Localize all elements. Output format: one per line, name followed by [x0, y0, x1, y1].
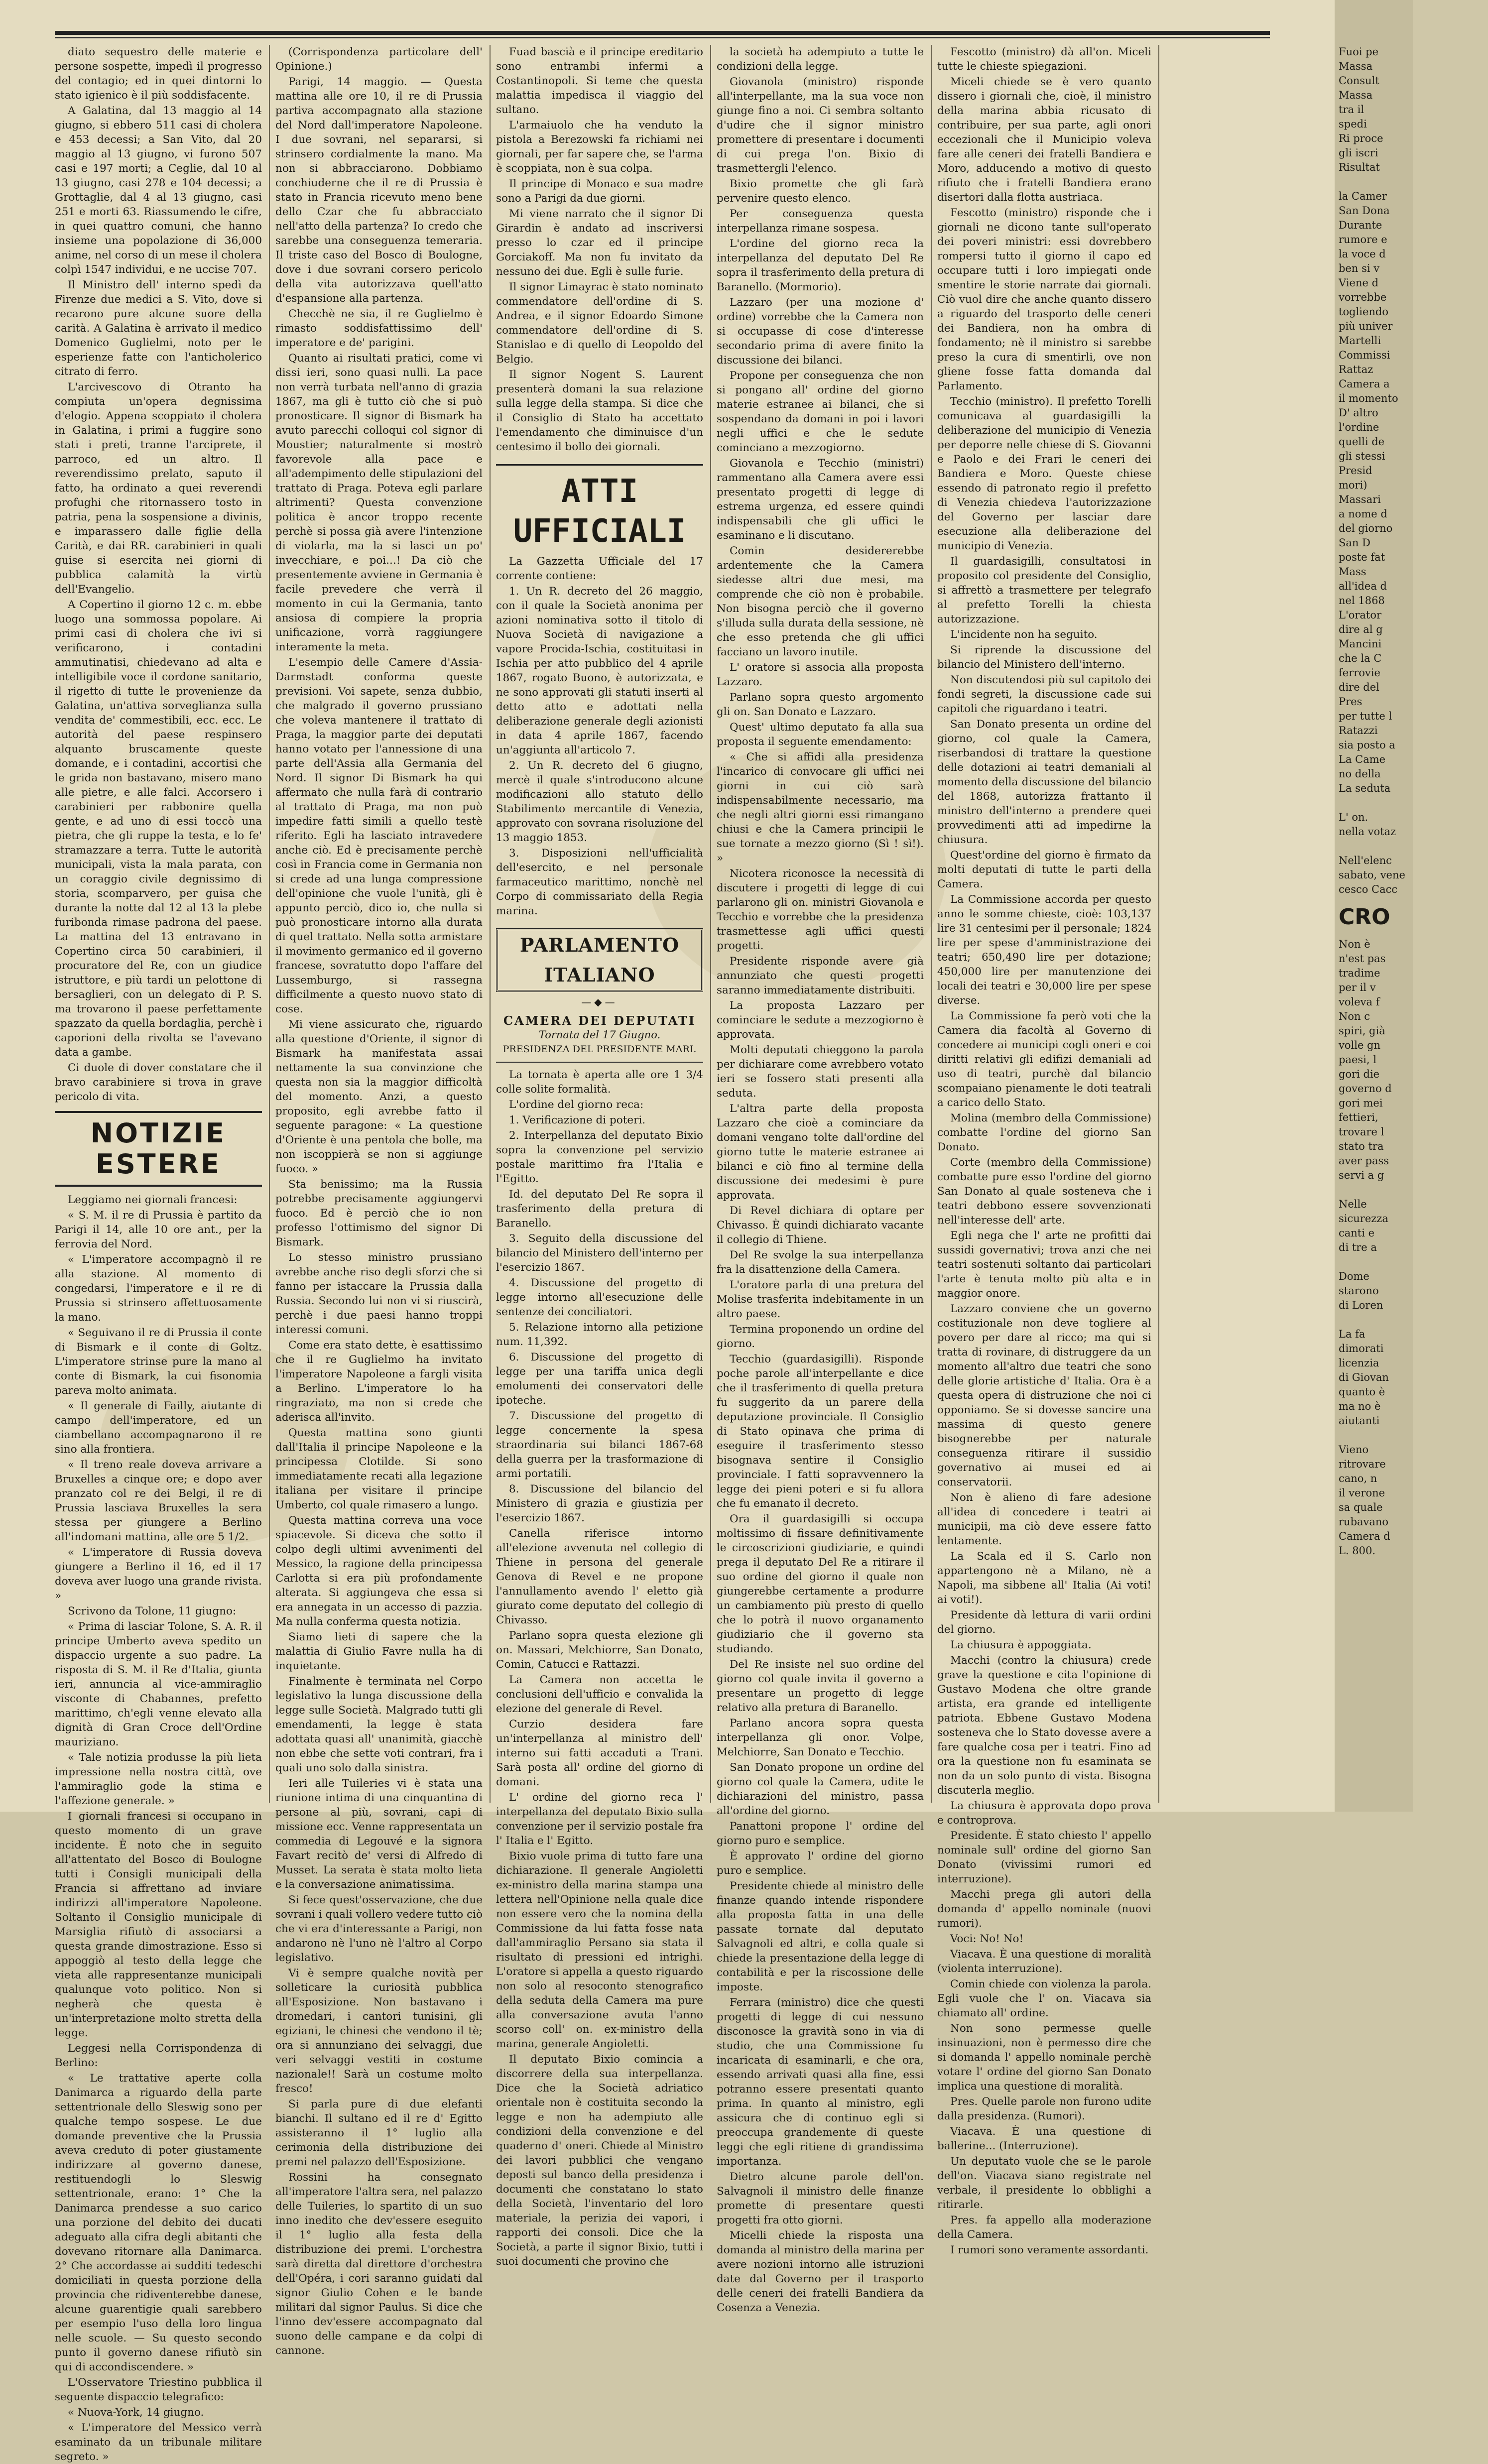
text-line: Rattaz [1339, 364, 1373, 375]
text-line: quanto è [1339, 1386, 1385, 1398]
text-line: Pres [1339, 696, 1363, 708]
parliament-report-text [496, 1068, 703, 2269]
paragraph: Propone per conseguenza che non si pongano all' ordine del giorno materie estranee ai bilanci, che si sospendano da domani in poi i lavori negli uffici e che le sedute cominciano a mezzogiorno. [717, 370, 924, 454]
paragraph: « Tale notizia produsse la più lieta impressione nella nostra città, ove l'ammiraglio gode la stima e l'affezione generale. » [55, 1751, 262, 1807]
paragraph: diato sequestro delle materie e persone sospette, impedì il progresso del contagio; ed in quei dintorni lo stato igienico è il più soddisfacente. [55, 46, 262, 102]
paragraph: Sta benissimo; ma la Russia potrebbe precisamente aggiungervi fuoco. Ed è perciò che io non professo l'ottimismo del signor Di Bismark. [275, 1178, 483, 1248]
paragraph: Termina proponendo un ordine del giorno. [717, 1323, 924, 1350]
top-rule [55, 31, 1270, 35]
paragraph: I giornali francesi si occupano in questo momento di un grave incidente. È noto che in seguito all'attentato del Bosco di Boulogne tutti i Consigli municipali della Francia si affrettano ad inviare indirizzi all'imperatore Napoleone. Soltanto il Consiglio municipale di Marsiglia rifiutò di associarsi a questa grande dimostrazione. Esso si appoggiò al testo della legge che vieta alle rappresentanze municipali qualunque voto politico. Non si negherà che questa è un'interpretazione molto stretta della legge. [55, 1810, 262, 2039]
text-line: trovare l [1339, 1126, 1384, 1138]
paragraph: Si fece quest'osservazione, che due sovrani i quali vollero vedere tutto ciò che vi era d'interessante a Parigi, non andarono nè l'uno nè l'altro al Corpo legislativo. [275, 1894, 483, 1964]
adjacent-page-text [1339, 45, 1488, 897]
text-line: volle gn [1339, 1039, 1381, 1051]
paragraph: Non sono permesse quelle insinuazioni, non è permesso dire che si domanda l' appello nominale perchè votare l' ordine del giorno San Donato implica una questione di moralità. [937, 2022, 1151, 2093]
text-line: Camera d [1339, 1530, 1390, 1542]
paragraph: « Il generale di Failly, aiutante di campo dell'imperatore, ed un ciambellano accompagnarono il re sino alla frontiera. [55, 1400, 262, 1456]
text-line: Mancini [1339, 638, 1382, 650]
paragraph: Presidente chiede al ministro delle finanze quando intende rispondere alla proposta fatta in una delle passate tornate dal deputato Salvagnoli ed altri, e colla quale si chiede la presentazione della legge di contabilità e per la riscossione delle imposte. [717, 1880, 924, 1993]
paragraph: Leggesi nella Corrispondenza di Berlino: [55, 2042, 262, 2069]
paragraph: Parlano ancora sopra questa interpellanza gli onor. Volpe, Melchiorre, San Donato e Tecchio. [717, 1717, 924, 1758]
text-line: Massari [1339, 493, 1381, 505]
paragraph: 7. Discussione del progetto di legge concernente la spesa straordinaria sui bilanci 1867-68 della guerra per la trasformazione di armi portatili. [496, 1410, 703, 1480]
paragraph: 6. Discussione del progetto di legge per una tariffa unica degli emolumenti dei conservatori delle ipoteche. [496, 1351, 703, 1407]
text-line: di Giovan [1339, 1371, 1389, 1383]
text-line: stato tra [1339, 1140, 1384, 1152]
paragraph: « Prima di lasciar Tolone, S. A. R. il principe Umberto aveva spedito un dispaccio urgente a suo padre. La risposta di S. M. il Re d'Italia, giunta ieri, annuncia al vice-ammiraglio visconte di Chabannes, prefetto marittimo, ch'egli venne elevato alla dignità di Gran Croce dell'Ordine mauriziano. [55, 1620, 262, 1748]
column-separator [710, 45, 711, 1803]
column-1-text [55, 45, 262, 1104]
paragraph: Presidente. È stato chiesto l' appello nominale sull' ordine del giorno San Donato (vivissimi rumori ed interruzione). [937, 1830, 1151, 1885]
text-line: per tutte l [1339, 710, 1392, 722]
paragraph: Quanto ai risultati pratici, come vi dissi ieri, sono quasi nulli. La pace non verrà turbata nell'anno di grazia 1867, ma gli è tutto ciò che si può pronosticare. Il signor di Bismark ha avuto parecchi colloqui col signor di Moustier; naturalmente si mostrò favorevole alla pace e all'adempimento delle stipulazioni del trattato di Praga. Poteva egli parlare altrimenti? Questa convenzione politica è ancor troppo recente perchè si possa già avere l'intenzione di violarla, ma la si lasci un po' invecchiare, e poi...! Da ciò che presentemente avviene in Germania è facile prevedere che verrà il momento in cui la Germania, tanto ansiosa di compiere la propria unificazione, vorrà raggiungere interamente la meta. [275, 352, 483, 653]
paragraph: Egli nega che l' arte ne profitti dai sussidi governativi; trova anzi che nei teatri sostenuti soltanto dai particolari l'arte è tenuta molto più alta e in maggior onore. [937, 1230, 1151, 1300]
paragraph: L'Osservatore Triestino pubblica il seguente dispaccio telegrafico: [55, 2376, 262, 2403]
text-line: La Came [1339, 753, 1386, 765]
text-line: Nell'elenc [1339, 855, 1392, 866]
text-line: governo d [1339, 1083, 1392, 1095]
text-line: San D [1339, 537, 1370, 549]
paragraph: Canella riferisce intorno all'elezione avvenuta nel collegio di Thiene in persona del generale Genova di Revel e ne propone l'annullamento avendo l' eletto già giurato come deputato del collegio di Chivasso. [496, 1527, 703, 1626]
paragraph: Si parla pure di due elefanti bianchi. Il sultano ed il re d' Egitto assisteranno il 1° luglio alla cerimonia della distribuzione dei premi nel palazzo dell'Esposizione. [275, 2098, 483, 2168]
text-line: ma no è [1339, 1400, 1381, 1412]
text-line: Non c [1339, 1010, 1370, 1022]
text-line: vorrebbe [1339, 291, 1387, 303]
text-line: all'idea d [1339, 580, 1387, 592]
paragraph: Fescotto (ministro) risponde che i giornali ne dicono tante sull'operato dei poveri ministri: essi dovrebbero rompersi tutto il giorno il capo ed occupare tutti i loro impiegati onde smentire le storie narrate dai giornali. Ciò vuol dire che anche quanto dissero a riguardo del trasporto delle ceneri dei Bandiera, non ha ombra di fondamento; nè il ministro si sarebbe preso la cura di smentirli, ove non gliene fosse fatta domanda dal Parlamento. [937, 207, 1151, 392]
paragraph: « L'imperatore di Russia doveva giungere a Berlino il 16, ed il 17 doveva aver luogo una grande rivista. » [55, 1546, 262, 1602]
text-line: aver pass [1339, 1155, 1389, 1167]
text-line: spedi [1339, 118, 1367, 130]
paragraph: Vi è sempre qualche novità per solleticare la curiosità pubblica all'Esposizione. Non bastavano i dromedari, i cantori tunisini, gli egiziani, le chinesi che vendono il tè; ora si annunziano dei selvaggi, due veri selvaggi vestiti in costume nazionale!! Sarà un costume molto fresco! [275, 1967, 483, 2095]
text-line [1339, 1255, 1488, 1269]
paragraph: L'incidente non ha seguito. [950, 628, 1098, 641]
top-rule-thin [55, 37, 1270, 38]
text-line: servi a g [1339, 1169, 1384, 1181]
paragraph: Macchi prega gli autori della domanda d' appello nominale (nuovi rumori). [937, 1888, 1151, 1930]
column-3 [496, 45, 703, 2268]
text-line: Consult [1339, 75, 1379, 87]
text-line: Dome [1339, 1270, 1369, 1282]
paragraph: L' oratore si associa alla proposta Lazzaro. [717, 661, 924, 688]
text-line: Durante [1339, 219, 1382, 231]
short-rule [496, 1062, 703, 1063]
paragraph: Parlano sopra questa elezione gli on. Massari, Melchiorre, San Donato, Comin, Catucci e Rattazzi. [496, 1629, 703, 1671]
paragraph: Del Re svolge la sua interpellanza fra la disattenzione della Camera. [717, 1249, 924, 1276]
text-line: L. 800. [1339, 1545, 1376, 1557]
paragraph: L' ordine del giorno reca l' interpellanza del deputato Bixio sulla convenzione per il servizio postale fra l' Italia e l' Egitto. [496, 1791, 703, 1847]
paragraph: « Che si affidi alla presidenza l'incarico di convocare gli uffici nei giorni in cui ciò sarà indispensabilmente necessario, ma che negli altri giorni essi rimangano chiusi e che la Camera principii le sue tornate a mezzo giorno (Sì ! sì!). » [717, 751, 924, 864]
text-line: sicurezza [1339, 1213, 1388, 1225]
text-line: gori die [1339, 1068, 1380, 1080]
text-line: cesco Cacc [1339, 883, 1398, 895]
paragraph: Parlano sopra questo argomento gli on. San Donato e Lazzaro. [717, 691, 924, 718]
text-line: sia posto a [1339, 739, 1395, 751]
paragraph: Finalmente è terminata nel Corpo legislativo la lunga discussione della legge sulle Società. Malgrado tutti gli emendamenti, la legge è stata adottata quasi all' unanimità, giacchè non ebbe che sette voti contrari, fra i quali uno solo dalla sinistra. [275, 1675, 483, 1774]
text-line: canti e [1339, 1227, 1375, 1239]
text-line: gli iscri [1339, 147, 1378, 159]
column-1 [55, 45, 262, 2463]
text-line [1339, 175, 1488, 189]
paragraph: Si riprende la discussione del bilancio del Ministero dell'interno. [937, 644, 1151, 671]
paragraph: L'altra parte della proposta Lazzaro che cioè a cominciare da domani vengano tolte dall'ordine del giorno tutte le materie estranee ai bilanci e ciò fino al termine della discussione dei medesimi è pure approvata. [717, 1103, 924, 1202]
text-line: che la C [1339, 652, 1382, 664]
text-line: spiri, già [1339, 1025, 1385, 1037]
text-line: Viene d [1339, 277, 1379, 289]
text-line [1339, 1428, 1488, 1443]
paragraph: Il deputato Bixio comincia a discorrere della sua interpellanza. Dice che la Società adriatico orientale non è costituita secondo la legge e non ha adempiuto alle condizioni della convenzione e del quaderno d' oneri. Chiede al Ministro dei lavori pubblici che vengano deposti sul banco della presidenza i documenti che constatano lo stato della Società, l'inventario del loro materiale, la perizia dei vapori, i rapporti dei consoli. Dice che la Società, a parte il signor Bixio, tutti i suoi documenti che provino che [496, 2053, 703, 2268]
paragraph: Ora il guardasigilli si occupa moltissimo di fissare definitivamente le circoscrizioni giudiziarie, e quindi prega il deputato Del Re a ritirare il suo ordine del giorno il quale non giungerebbe certamente a produrre un cambiamento più presto di quello che lo potrà il nuovo organamento giudiziario che il governo sta studiando. [717, 1513, 924, 1655]
paragraph: L'arcivescovo di Otranto ha compiuta un'opera degnissima d'elogio. Appena scoppiato il cholera in Galatina, i primi a fuggire sono stati i preti, tranne l'arciprete, il parroco, ed un altro. Il reverendissimo prelato, saputo il fatto, ha ordinato a quei reverendi profughi che ritornassero tosto in patria, pena la sospensione a divinis, e imparassero dalle figlie della Carità, e dai RR. carabinieri in quali guise si esercita nei giorni di pubblica calamità la virtù dell'Evangelio. [55, 381, 262, 596]
adjacent-heading: CRO [1339, 904, 1390, 930]
text-line: Massa [1339, 89, 1373, 101]
notizie-estere-heading: NOTIZIE ESTERE [55, 1111, 262, 1187]
text-line: Mass [1339, 566, 1366, 578]
paragraph: 2. Un R. decreto del 6 giugno, mercè il quale s'introducono alcune modificazioni allo statuto dello Stabilimento mercantile di Venezia, approvato con sovrana risoluzione del 13 maggio 1853. [496, 759, 703, 844]
paragraph: Il signor Nogent S. Laurent presenterà domani la sua relazione sulla legge della stampa. Si dice che il Consiglio di Stato ha accettato l'emendamento che diminuisce d'un centesimo il bollo dei giornali. [496, 369, 703, 453]
paragraph: Comin chiede con violenza la parola. Egli vuole che l' on. Viacava sia chiamato all' ordine. [937, 1978, 1151, 2019]
text-line: dire del [1339, 681, 1379, 693]
paragraph: 3. Seguito della discussione del bilancio del Ministero dell'interno per l'esercizio 1867. [496, 1232, 703, 1274]
text-line: Nelle [1339, 1198, 1367, 1210]
text-line: per il v [1339, 982, 1376, 993]
paragraph: Il principe di Monaco e sua madre sono a Parigi da due giorni. [496, 178, 703, 205]
paragraph: « Nuova-York, 14 giugno. [68, 2406, 204, 2419]
text-line: La fa [1339, 1328, 1365, 1340]
paragraph: Viacava. È una questione di moralità (violenta interruzione). [937, 1948, 1151, 1975]
paragraph: Siamo lieti di sapere che la malattia di Giulio Favre nulla ha di inquietante. [275, 1631, 483, 1672]
paragraph: Macchi (contro la chiusura) crede grave la questione e cita l'opinione di Gustavo Modena che oltre grande artista, era grande ed intelligente patriota. Ebbene Gustavo Modena sosteneva che lo Stato dovesse avere a fare qualche cosa per i teatri. Fino ad ora la questione non fu esaminata se non da un solo punto di vista. Bisogna discuterla meglio. [937, 1654, 1151, 1797]
text-line: nella votaz [1339, 826, 1396, 838]
text-line: sabato, vene [1339, 869, 1405, 881]
paragraph: Leggiamo nei giornali francesi: [68, 1194, 238, 1206]
paragraph: Tecchio (guardasigilli). Risponde poche parole all'interpellante e dice che il trasferimento di quella pretura fu suggerito da un parere della deputazione provinciale. Il Consiglio di Stato opinava che prima di eseguire il trasferimento stesso bisognava sentire il Consiglio provinciale. I fatti sopravvennero la legge dei pieni poteri e si fu allora che fu emanato il decreto. [717, 1353, 924, 1510]
text-line: dire al g [1339, 623, 1383, 635]
text-line: il momento [1339, 392, 1398, 404]
atti-ufficiali-text [496, 554, 703, 918]
paragraph: Micelli chiede la risposta una domanda al ministro della marina per avere nozioni intorno alle istruzioni date dal Governo per il trasporto delle ceneri dei fratelli Bandiera da Cosenza a Venezia. [717, 2229, 924, 2314]
text-line: Fuoi pe [1339, 46, 1379, 58]
column-5-text [937, 45, 1151, 2257]
text-line: più univer [1339, 320, 1393, 332]
text-line: Vieno [1339, 1444, 1369, 1456]
paragraph: Miceli chiede se è vero quanto dissero i giornali che, cioè, il ministro della marina abbia ricusato di contribuire, per sua parte, agli onori eccezionali che il Municipio voleva fare alle ceneri dei fratelli Bandiera e Moro, adducendo a motivo di questo rifiuto che i fratelli Bandiera erano disertori dalla flotta austriaca. [937, 76, 1151, 204]
text-line: starono [1339, 1285, 1379, 1297]
paragraph: 5. Relazione intorno alla petizione num. 11,392. [496, 1321, 703, 1348]
ornament-divider: —◆— [581, 996, 618, 1008]
paragraph: I rumori sono veramente assordanti. [950, 2244, 1149, 2256]
paragraph: « Il treno reale doveva arrivare a Bruxelles a cinque ore; e dopo aver pranzato col re dei Belgi, il re di Prussia lasciava Bruxelles la sera stessa per giungere a Berlino all'indomani mattina, alle ore 5 1/2. [55, 1459, 262, 1543]
paragraph: Ci duole di dover constatare che il bravo carabiniere si trova in grave pericolo di vita. [55, 1062, 262, 1103]
text-line: poste fat [1339, 551, 1385, 563]
paragraph: La Camera non accetta le conclusioni dell'ufficio e convalida la elezione del generale di Revel. [496, 1674, 703, 1715]
text-line [1339, 796, 1488, 810]
text-line: il verone [1339, 1487, 1385, 1499]
paragraph: Nicotera riconosce la necessità di discutere i progetti di legge di cui parlarono gli on. ministri Giovanola e Tecchio e vorrebbe che la presidenza trasmettesse agli uffici questi progetti. [717, 867, 924, 952]
paragraph: Di Revel dichiara di optare per Chivasso. È quindi dichiarato vacante il collegio di Thiene. [717, 1205, 924, 1246]
text-line [1339, 1183, 1488, 1197]
paragraph: Lazzaro (per una mozione d' ordine) vorrebbe che la Camera non si occupasse di cose d'interesse secondario prima di avere finito la discussione dei bilanci. [717, 296, 924, 367]
paragraph: Non è alieno di fare adesione all'idea di concedere i teatri ai municipii, ma ciò deve essere fatto lentamente. [937, 1491, 1151, 1547]
paragraph: L'oratore parla di una pretura del Molise trasferita indebitamente in un altro paese. [717, 1279, 924, 1320]
text-line: n'est pas [1339, 953, 1386, 965]
text-line: rubavano [1339, 1516, 1389, 1528]
text-line: tra il [1339, 104, 1364, 116]
paragraph: Questa mattina sono giunti dall'Italia il principe Napoleone e la principessa Clotilde. Si sono immediatamente recati alla legazione italiana per visitare il principe Umberto, col quale rimasero a lungo. [275, 1427, 483, 1511]
paragraph: Tecchio (ministro). Il prefetto Torelli comunicava al guardasigilli la deliberazione del municipio di Venezia per deporre nelle chiese di S. Giovanni e Paolo e dei Frari le ceneri dei Bandiera e Moro. Queste chiese essendo di patronato regio il prefetto di Venezia chiedeva l'autorizzazione del Governo per lasciar dare esecuzione alla deliberazione del municipio di Venezia. [937, 395, 1151, 552]
text-line: paesi, l [1339, 1054, 1376, 1066]
tornata-line: Tornata del 17 Giugno. [538, 1029, 661, 1041]
text-line: dimorati [1339, 1343, 1384, 1355]
paragraph: 3. Disposizioni nell'ufficialità dell'esercito, e nel personale farmaceutico marittimo, nonchè nel Corpo di commissariato della Regia marina. [496, 847, 703, 917]
paragraph: La Scala ed il S. Carlo non appartengono nè a Milano, nè a Napoli, ma sibbene all' Italia (Ai voti! ai voti!). [937, 1550, 1151, 1606]
text-line: la voce d [1339, 248, 1386, 260]
paragraph: A Galatina, dal 13 maggio al 14 giugno, si ebbero 511 casi di cholera e 453 decessi; a San Vito, dal 20 maggio al 13 giugno, vi furono 507 casi e 197 morti; a Ceglie, dal 10 al 13 giugno, casi 278 e 104 decessi; a Grottaglie, dal 4 al 13 giugno, casi 251 e morti 63. Riassumendo le cifre, in quei quattro comuni, che hanno insieme una popolazione di 36,000 anime, nel corso di un mese il cholera colpì 1547 individui, e ne uccise 707. [55, 105, 262, 276]
paragraph: 8. Discussione del bilancio del Ministero di grazia e giustizia per l'esercizio 1867. [496, 1483, 703, 1524]
paragraph: Comin desidererebbe ardentemente che la Camera siedesse altri due mesi, ma comprende che ciò non è probabile. Non bisogna perciò che il governo s'illuda sulla durata della sessione, nè che esso pretenda che gli uffici facciano un lavoro inutile. [717, 545, 924, 658]
paragraph: Scrivono da Tolone, 11 giugno: [68, 1605, 237, 1617]
text-line: gli stessi [1339, 450, 1385, 462]
paragraph: Pres. fa appello alla moderazione della Camera. [937, 2214, 1151, 2241]
column-3-text [496, 45, 703, 454]
column-separator [269, 45, 270, 1803]
text-line [1339, 839, 1488, 854]
paragraph: 1. Un R. decreto del 26 maggio, con il quale la Società anonima per azioni nominativa sotto il titolo di Nuova Società di navigazione a vapore Procida-Ischia, costituitasi in Ischia per atto pubblico del 4 aprile 1867, rogato Buono, è autorizzata, e ne sono approvati gli statuti inserti al detto atto e adottati nella deliberazione generale degli azionisti in data 4 aprile 1867, facendo un'aggiunta all'articolo 7. [496, 585, 703, 756]
text-line: L'orator [1339, 609, 1382, 621]
paragraph: Pres. Quelle parole non furono udite dalla presidenza. (Rumori). [937, 2095, 1151, 2122]
text-line: San Dona [1339, 205, 1390, 217]
paragraph: L'ordine del giorno reca la interpellanza del deputato Del Re sopra il trasferimento della pretura di Baranello. (Mormorio). [717, 238, 924, 293]
text-line: aiutanti [1339, 1415, 1380, 1427]
paragraph: Voci: No! No! [950, 1933, 1024, 1945]
paragraph: la società ha adempiuto a tutte le condizioni della legge. [717, 46, 924, 73]
paragraph: 4. Discussione del progetto di legge intorno all'esecuzione delle sentenze dei conciliatori. [496, 1277, 703, 1318]
paragraph: Molina (membro della Commissione) combatte l'ordine del giorno San Donato. [937, 1112, 1151, 1153]
column-1-foreign-news [55, 1193, 262, 2464]
paragraph: È approvato l' ordine del giorno puro e semplice. [717, 1850, 924, 1877]
paragraph: Molti deputati chieggono la parola per dichiarare come avrebbero votato ieri se fossero stati presenti alla seduta. [717, 1044, 924, 1100]
text-line: gori mei [1339, 1097, 1383, 1109]
column-5 [937, 45, 1151, 2256]
text-line: La seduta [1339, 782, 1391, 794]
text-line: togliendo [1339, 306, 1388, 318]
paragraph: Per conseguenza questa interpellanza rimane sospesa. [717, 208, 924, 235]
text-line: Risultat [1339, 161, 1380, 173]
paragraph: Il Ministro dell' interno spedì da Firenze due medici a S. Vito, dove si recarono pure alcune suore della carità. A Galatina è arrivato il medico Domenico Guglielmi, noto per le esperienze fatte con l'anticholerico citrato di ferro. [55, 279, 262, 378]
paragraph: Quest' ultimo deputato fa alla sua proposta il seguente emendamento: [717, 721, 924, 748]
paragraph: Lazzaro conviene che un governo costituzionale non deve togliere al povero per dare al ricco; ma qui si tratta di rovinare, di distruggere da un momento all'altro due teatri che sono delle glorie artistiche d' Italia. Ora è a questa opera di distruzione che noi ci opponiamo. Se si dovesse sancire una massima di questo genere bisognerebbe per naturale conseguenza ritirare il sussidio governativo ai musei ed ai conservatorii. [937, 1303, 1151, 1488]
column-4-text [717, 45, 924, 2315]
paragraph: Mi viene assicurato che, riguardo alla questione d'Oriente, il signor di Bismark ha manifestata assai nettamente la sua convinzione che questa non sia la maggior difficoltà del momento. Anzi, a questo proposito, egli avrebbe fatto il seguente paragone: « La questione d'Oriente è una pentola che bolle, ma non iscoppierà se non si aggiunge fuoco. » [275, 1018, 483, 1175]
paragraph: Non discutendosi più sul capitolo dei fondi segreti, la discussione cade sui capitoli che riguardano i teatri. [937, 674, 1151, 715]
paragraph: (Corrispondenza particolare dell' Opinione.) [275, 46, 483, 73]
paragraph: Bixio promette che gli farà pervenire questo elenco. [717, 178, 924, 205]
text-line: nel 1868 [1339, 595, 1385, 607]
text-line: D' altro [1339, 407, 1378, 419]
text-line: l'ordine [1339, 421, 1379, 433]
paragraph: L'armaiuolo che ha venduto la pistola a Berezowski fa richiami nei giornali, per far sapere che, se l'arma è scoppiata, non è sua colpa. [496, 119, 703, 175]
text-line: cano, n [1339, 1473, 1377, 1484]
paragraph: La tornata è aperta alle ore 1 3/4 colle solite formalità. [496, 1069, 703, 1096]
text-line: Martelli [1339, 335, 1381, 347]
paragraph: Giovanola (ministro) risponde all'interpellante, ma la sua voce non giunge fino a noi. Ci sembra soltanto d'udire che il signor ministro promettere di presentare i documenti di cui prega l'on. Bixio di trasmettergli l'elenco. [717, 76, 924, 175]
paragraph: Il signor Limayrac è stato nominato commendatore dell'ordine di S. Andrea, e il signor Edoardo Simone commendatore dell'ordine di S. Stanislao e di quello di Leopoldo del Belgio. [496, 281, 703, 366]
text-line: Presid [1339, 465, 1372, 477]
paragraph: L'esempio delle Camere d'Assia-Darmstadt conforma queste previsioni. Voi sapete, senza dubbio, che malgrado il governo prussiano che voleva mantenere il trattato di Praga, la maggior parte dei deputati hanno votato per l'annessione di una parte dell'Assia alla Germania del Nord. Il signor Di Bismark ha qui affermato che nulla farà di contrario al trattato di Praga, ma non può impedire fatti simili a quello testè riferito. Egli ha lasciato intravedere anche ciò. Ed è precisamente perchè così in Francia come in Germania non si crede ad una lunga compressione dell'opinione che vuole l'unità, gli è appunto perciò, dico io, che nulla si può pronosticare intorno alla durata di quel trattato. Nella sotta armistare il movimento germanico ed il governo francese, sovratutto dopo l'affare del Lussemburgo, si rassegna difficilmente a questo nuovo stato di cose. [275, 656, 483, 1015]
paragraph: La chiusura è approvata dopo prova e controprova. [937, 1800, 1151, 1827]
paragraph: Del Re insiste nel suo ordine del giorno col quale invita il governo a presentare un progetto di legge relativo alla pretura di Baranello. [717, 1658, 924, 1714]
paragraph: La proposta Lazzaro per cominciare le sedute a mezzogiorno è approvata. [717, 999, 924, 1041]
paragraph: « L'imperatore accompagnò il re alla stazione. Al momento di congedarsi, l'imperatore e il re di Prussia si strinsero affettuosamente la mano. [55, 1253, 262, 1324]
text-line: no della [1339, 768, 1381, 780]
paragraph: Il guardasigilli, consultatosi in proposito col presidente del Consiglio, si affrettò a trasmettere per telegrafo al prefetto Torelli la chiesta autorizzazione. [937, 555, 1151, 625]
paragraph: La Commissione fa però voti che la Camera dia facoltà al Governo di concedere ai municipi cogli oneri e coi diritti relativi gli edifizi demaniali ad uso di teatri, purchè dal bilancio scompaiano pienamente le doti teatrali a carico dello Stato. [937, 1010, 1151, 1109]
paragraph: Quest'ordine del giorno è firmato da molti deputati di tutte le parti della Camera. [937, 849, 1151, 890]
paragraph: Parigi, 14 maggio. — Questa mattina alle ore 10, il re di Prussia partiva accompagnato alla stazione del Nord dall'imperatore Napoleone. I due sovrani, nel separarsi, si strinsero cordialmente la mano. Ma non si abbracciarono. Dobbiamo conchiuderne che il re di Prussia è stato in Francia ricevuto meno bene dello Czar che fu abbracciato nell'atto della partenza? Io credo che sarebbe una conseguenza temeraria. Il triste caso del Bosco di Boulogne, dove i due sovrani corsero pericolo della vita autorizzava quell'atto d'espansione alla partenza. [275, 76, 483, 305]
text-line: ben si v [1339, 262, 1380, 274]
text-line: Non è [1339, 938, 1370, 950]
text-line: di tre a [1339, 1241, 1377, 1253]
column-separator [931, 45, 932, 1803]
atti-ufficiali-heading: ATTI UFFICIALI [496, 464, 703, 551]
paragraph: Un deputato vuole che se le parole dell'on. Viacava siano registrate nel verbale, il presidente lo obblighi a ritirarle. [937, 2155, 1151, 2211]
paragraph: San Donato propone un ordine del giorno col quale la Camera, udite le dichiarazioni del ministro, passa all'ordine del giorno. [717, 1761, 924, 1817]
paragraph: San Donato presenta un ordine del giorno, col quale la Camera, riserbandosi di trattare la questione delle dotazioni ai teatri demaniali al momento della discussione del bilancio del 1868, autorizza frattanto il ministro dell'interno a prendere quei provvedimenti atti ad impedirne la chiusura. [937, 718, 1151, 846]
paragraph: « Le trattative aperte colla Danimarca a riguardo della parte settentrionale dello Sleswig sono per qualche tempo sospese. Le due domande preventive che la Prussia aveva creduto di poter giustamente indirizzare al governo danese, restituendogli lo Sleswig settentrionale, erano: 1° Che la Danimarca prendesse a suo carico una porzione del debito dei ducati adeguato alla cifra degli abitanti che dovevano ritornare alla Danimarca. 2° Che accordasse ai sudditi tedeschi domiciliati in questa porzione della provincia che ridiventerebbe danese, alcune guarentigie quali sarebbero per esempio l'uso della loro lingua nelle scuole. — Su questo secondo punto il governo danese rifiutò sin qui di accondiscendere. » [55, 2072, 262, 2373]
paragraph: Fescotto (ministro) dà all'on. Miceli tutte le chieste spiegazioni. [937, 46, 1151, 73]
paragraph: Bixio vuole prima di tutto fare una dichiarazione. Il generale Angioletti ex-ministro della marina stampa una lettera nell'Opinione nella quale dice non essere vero che la nomina della Commissione da lui fatta fosse nata dall'ammiraglio Persano sia stata il risultato di pressioni ed intrighi. L'oratore si appella a questo riguardo non solo al resoconto stenografico della seduta della Camera ma pure alla conversazione avuta l'anno scorso coll' on. ex-ministro della marina, generale Angioletti. [496, 1850, 703, 2050]
text-line: Commissi [1339, 349, 1390, 361]
text-line: Camera a [1339, 378, 1390, 390]
paragraph: Presidente risponde avere già annunziato che questi progetti saranno immediatamente distribuiti. [717, 955, 924, 996]
parlamento-italiano-heading: PARLAMENTO ITALIANO [496, 928, 703, 992]
column-2 [275, 45, 483, 2357]
paragraph: « L'imperatore del Messico verrà esaminato da un tribunale militare segreto. » [55, 2422, 262, 2463]
column-separator [1158, 45, 1159, 1803]
text-line: Ratazzi [1339, 725, 1378, 737]
paragraph: 1. Verificazione di poteri. [509, 1114, 646, 1126]
adjacent-page-strip [1335, 0, 1413, 1812]
text-line: la Camer [1339, 190, 1387, 202]
text-line: a nome d [1339, 508, 1387, 520]
column-2-text [275, 45, 483, 2358]
text-line: ritrovare [1339, 1458, 1386, 1470]
text-line: di Loren [1339, 1299, 1383, 1311]
text-line: del giorno [1339, 522, 1393, 534]
paragraph: Giovanola e Tecchio (ministri) rammentano alla Camera avere essi presentato progetti di legge di estrema urgenza, ed essere quindi indispensabili che gli uffici le esaminano e li discutano. [717, 457, 924, 542]
paragraph: Questa mattina correva una voce spiacevole. Si diceva che sotto il colpo degli ultimi avvenimenti del Messico, la ragione della principessa Carlotta si era più profondamente alterata. Si aggiungeva che essa si era annegata in un accesso di pazzia. Ma nulla conferma questa notizia. [275, 1514, 483, 1628]
paragraph: 2. Interpellanza del deputato Bixio sopra la convenzione pel servizio postale marittimo fra l'Italia e l'Egitto. [496, 1129, 703, 1185]
paragraph: A Copertino il giorno 12 c. m. ebbe luogo una sommossa popolare. Ai primi casi di cholera che ivi si verificarono, i contadini ammutinatisi, chiedevano ad alta e intelligibile voce il cordone sanitario, il rigetto di tutte le provenienze da Galatina, un'attiva sorveglianza sulla vendita de' commestibili, ecc. ecc. Le autorità del paese respinsero alquanto bruscamente queste domande, e i contadini, accortisi che le grida non bastavano, misero mano alle pietre, e alle falci. Accorsero i carabinieri per rabbonire quella gente, e ad uno di essi toccò una pietra, che gli ruppe la testa, e lo fe' stramazzare a terra. Tutte le autorità municipali, vista la mala parata, con un coraggio civile degnissimo di storia, scomparvero, per guisa che durante la notte dal 12 al 13 la plebe furibonda rimase padrona del paese. La mattina del 13 entravano in Copertino circa 50 carabinieri, il procuratore del Re, con un giudice istruttore, e più tardi un pelottone di bersaglieri, con un delegato di P. S. ma trovarono il paese perfettamente spazzato da quella bordaglia, perchè i caporioni della rivolta se l'avevano data a gambe. [55, 599, 262, 1059]
paragraph: Ieri alle Tuileries vi è stata una riunione intima di una cinquantina di persone al più, sovrani, capi di missione ecc. Venne rappresentata un commedia di Legouvé e la signora Favart recitò de' versi di Alfredo di Musset. La serata è stata molto lieta e la conversazione animatissima. [275, 1777, 483, 1891]
paragraph: La Gazzetta Ufficiale del 17 corrente contiene: [496, 555, 703, 582]
presidenza-line: PRESIDENZA DEL PRESIDENTE MARI. [502, 1044, 697, 1055]
text-line: voleva f [1339, 996, 1380, 1008]
paragraph: Curzio desidera fare un'interpellanza al ministro dell' interno sui fatti accaduti a Trani. Sarà posta all' ordine del giorno di domani. [496, 1718, 703, 1788]
paragraph: Dietro alcune parole dell'on. Salvagnoli il ministro delle finanze promette di presentare questi progetti fra otto giorni. [717, 2171, 924, 2226]
paragraph: La chiusura è appoggiata. [950, 1639, 1092, 1651]
column-4 [717, 45, 924, 2314]
paragraph: Presidente dà lettura di varii ordini del giorno. [937, 1609, 1151, 1636]
paragraph: Panattoni propone l' ordine del giorno puro e semplice. [717, 1820, 924, 1847]
paragraph: Fuad bascià e il principe ereditario sono entrambi infermi a Costantinopoli. Si teme che questa malattia impedisca il viaggio del sultano. [496, 46, 703, 116]
camera-heading: CAMERA DEI DEPUTATI [503, 1013, 696, 1028]
paragraph: Mi viene narrato che il signor Di Girardin è andato ad inscriversi presso lo czar ed il principe Gorciakoff. Ma non fu invitato da nessuno dei due. Egli è sulle furie. [496, 208, 703, 278]
paragraph: « Seguivano il re di Prussia il conte di Bismark e il conte di Goltz. L'imperatore strinse pure la mano al conte di Bismark, la cui fisonomia pareva molto animata. [55, 1327, 262, 1397]
text-line: Ri proce [1339, 132, 1383, 144]
paragraph: Ferrara (ministro) dice che questi progetti di legge di cui nessuno disconosce la gravità sono in via di studio, che una Commissione fu incaricata di esaminarli, e che ora, essendo arrivati quasi alla fine, essi potranno essere presentati quanto prima. In quanto al ministro, egli assicura che di continuo egli si preoccupa grandemente di queste leggi che egli ritiene di grandissima importanza. [717, 1996, 924, 2168]
paragraph: Come era stato dette, è esattissimo che il re Guglielmo ha invitato l'imperatore Napoleone a fargli visita a Berlino. L'imperatore lo ha ringraziato, ma non si crede che aderisca all'invito. [275, 1339, 483, 1424]
paragraph: Checchè ne sia, il re Guglielmo è rimasto soddisfattissimo dell' imperatore e de' parigini. [275, 308, 483, 349]
text-line: L' on. [1339, 811, 1368, 823]
paragraph: « S. M. il re di Prussia è partito da Parigi il 14, alle 10 ore ant., per la ferrovia del Nord. [55, 1209, 262, 1250]
text-line: quelli de [1339, 436, 1385, 448]
text-line: rumore e [1339, 234, 1387, 246]
paragraph: Corte (membro della Commissione) combatte pure esso l'ordine del giorno San Donato al quale sosteneva che i teatri debbono essere sovvenzionati nell'interesse dell' arte. [937, 1156, 1151, 1227]
text-line: Massa [1339, 60, 1373, 72]
adjacent-page-text-2 [1339, 937, 1488, 1558]
paragraph: Rossini ha consegnato all'imperatore l'altra sera, nel palazzo delle Tuileries, lo spartito di un suo inno inedito che dev'essere eseguito il 1° luglio alla festa della distribuzione dei premi. L'orchestra sarà diretta dal direttore d'orchestra dell'Opéra, i cori saranno guidati dal signor Giulio Cohen e le bande militari dal signor Paulus. Si dice che l'inno dev'essere accompagnato dal suono delle campane e da colpi di cannone. [275, 2171, 483, 2357]
paragraph: La Commissione accorda per questo anno le somme chieste, cioè: 103,137 lire 31 centesimi per il personale; 1824 lire per spese d'amministrazione dei teatri; 650,490 lire per dotazione; 450,000 lire per manutenzione dei locali dei teatri e 30,000 lire per spese diverse. [937, 893, 1151, 1007]
column-separator [490, 45, 491, 1803]
paragraph: L'ordine del giorno reca: [509, 1099, 644, 1111]
text-line: sa quale [1339, 1501, 1383, 1513]
paragraph: Lo stesso ministro prussiano avrebbe anche riso degli sforzi che si fanno per istaccare la Prussia dalla Russia. Secondo lui non vi si riuscirà, perchè i due paesi hanno troppi interessi comuni. [275, 1251, 483, 1336]
text-line: licenzia [1339, 1357, 1379, 1369]
text-line: tradime [1339, 967, 1380, 979]
text-line [1339, 1313, 1488, 1327]
paragraph: Id. del deputato Del Re sopra il trasferimento della pretura di Baranello. [496, 1188, 703, 1230]
text-line: ferrovie [1339, 667, 1380, 679]
text-line: mori) [1339, 479, 1367, 491]
paragraph: Viacava. È una questione di ballerine... (Interruzione). [937, 2125, 1151, 2152]
text-line: fettieri, [1339, 1111, 1378, 1123]
